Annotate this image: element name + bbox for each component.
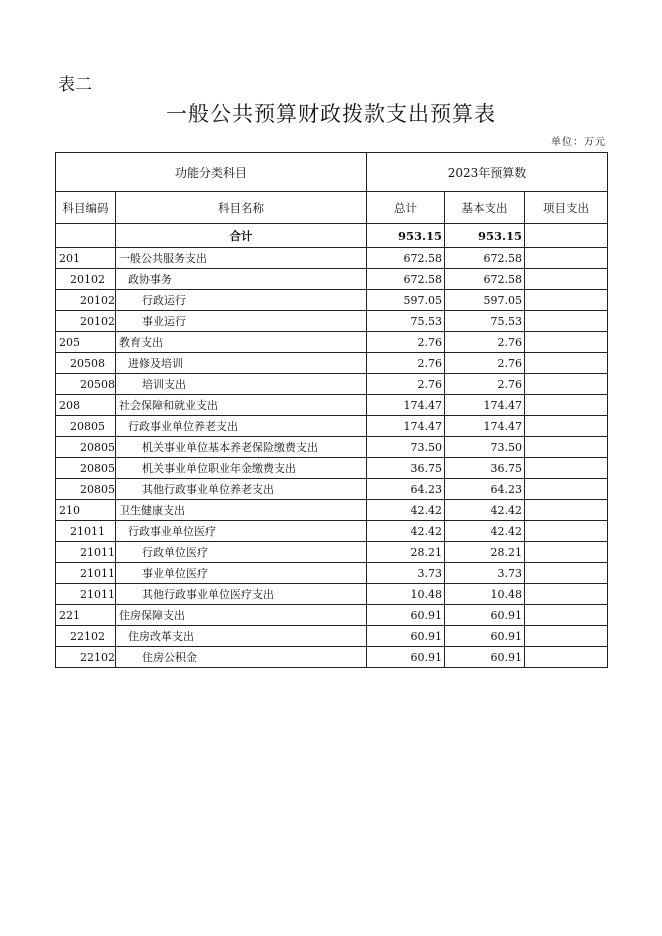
row-code: 20508	[56, 374, 116, 395]
row-total: 75.53	[367, 311, 445, 332]
row-total: 2.76	[367, 332, 445, 353]
table-row	[56, 395, 608, 416]
row-name: 其他行政事业单位医疗支出	[116, 584, 367, 605]
row-name: 行政运行	[116, 290, 367, 311]
table-row	[56, 437, 608, 458]
row-total: 36.75	[367, 458, 445, 479]
row-code: 210	[56, 500, 116, 521]
row-project	[525, 500, 608, 521]
table-row	[56, 584, 608, 605]
row-code: 20102	[56, 290, 116, 311]
table-row	[56, 353, 608, 374]
row-basic: 672.58	[445, 248, 525, 269]
row-project	[525, 626, 608, 647]
row-name: 其他行政事业单位养老支出	[116, 479, 367, 500]
row-total: 73.50	[367, 437, 445, 458]
row-project	[525, 269, 608, 290]
row-code: 20102	[56, 269, 116, 290]
row-project	[525, 479, 608, 500]
row-name: 政协事务	[116, 269, 367, 290]
row-project	[525, 395, 608, 416]
row-total: 10.48	[367, 584, 445, 605]
row-project	[525, 605, 608, 626]
row-name: 行政事业单位养老支出	[116, 416, 367, 437]
header-basic: 基本支出	[445, 192, 525, 224]
row-code: 21011	[56, 521, 116, 542]
table-row	[56, 626, 608, 647]
header-total: 总计	[367, 192, 445, 224]
row-basic: 75.53	[445, 311, 525, 332]
table-row	[56, 521, 608, 542]
row-code: 21011	[56, 584, 116, 605]
table-row	[56, 542, 608, 563]
row-project	[525, 290, 608, 311]
row-code: 22102	[56, 626, 116, 647]
row-name: 事业运行	[116, 311, 367, 332]
header-function-class: 功能分类科目	[56, 153, 367, 192]
row-project	[525, 311, 608, 332]
row-total: 174.47	[367, 395, 445, 416]
row-name: 一般公共服务支出	[116, 248, 367, 269]
row-name: 进修及培训	[116, 353, 367, 374]
row-basic: 36.75	[445, 458, 525, 479]
row-name: 卫生健康支出	[116, 500, 367, 521]
row-code: 20508	[56, 353, 116, 374]
row-code: 20805	[56, 458, 116, 479]
row-basic: 60.91	[445, 626, 525, 647]
row-basic: 174.47	[445, 416, 525, 437]
row-basic: 597.05	[445, 290, 525, 311]
row-project	[525, 332, 608, 353]
row-code: 21011	[56, 542, 116, 563]
row-code: 20805	[56, 416, 116, 437]
row-total: 60.91	[367, 605, 445, 626]
row-code: 20805	[56, 479, 116, 500]
row-project	[525, 647, 608, 668]
row-project	[525, 437, 608, 458]
row-total: 672.58	[367, 248, 445, 269]
row-basic: 10.48	[445, 584, 525, 605]
row-project	[525, 353, 608, 374]
total-label: 合计	[116, 224, 367, 248]
table-row	[56, 248, 608, 269]
header-code: 科目编码	[56, 192, 116, 224]
row-name: 住房保障支出	[116, 605, 367, 626]
row-name: 社会保障和就业支出	[116, 395, 367, 416]
row-basic: 60.91	[445, 605, 525, 626]
row-project	[525, 521, 608, 542]
table-row	[56, 647, 608, 668]
row-name: 行政事业单位医疗	[116, 521, 367, 542]
table-row	[56, 563, 608, 584]
row-total: 174.47	[367, 416, 445, 437]
row-basic: 672.58	[445, 269, 525, 290]
total-basic: 953.15	[445, 224, 525, 248]
row-code: 208	[56, 395, 116, 416]
row-code: 21011	[56, 563, 116, 584]
row-basic: 73.50	[445, 437, 525, 458]
header-project: 项目支出	[525, 192, 608, 224]
row-basic: 42.42	[445, 521, 525, 542]
row-basic: 60.91	[445, 647, 525, 668]
table-row	[56, 311, 608, 332]
header-name: 科目名称	[116, 192, 367, 224]
table-row	[56, 458, 608, 479]
row-code: 205	[56, 332, 116, 353]
row-code: 201	[56, 248, 116, 269]
row-basic: 64.23	[445, 479, 525, 500]
row-total: 672.58	[367, 269, 445, 290]
row-total: 2.76	[367, 374, 445, 395]
header-budget-year: 2023年预算数	[367, 153, 608, 192]
table-row	[56, 605, 608, 626]
budget-table	[55, 152, 608, 668]
table-row	[56, 269, 608, 290]
row-project	[525, 374, 608, 395]
row-total: 60.91	[367, 626, 445, 647]
row-project	[525, 416, 608, 437]
table-label: 表二	[58, 75, 92, 95]
row-basic: 42.42	[445, 500, 525, 521]
row-project	[525, 458, 608, 479]
row-basic: 2.76	[445, 332, 525, 353]
row-total: 3.73	[367, 563, 445, 584]
total-code-cell	[56, 224, 116, 248]
row-name: 住房改革支出	[116, 626, 367, 647]
table-row	[56, 479, 608, 500]
page-title: 一般公共预算财政拨款支出预算表	[166, 102, 496, 126]
header-row-1	[56, 153, 608, 192]
header-row-2	[56, 192, 608, 224]
row-basic: 3.73	[445, 563, 525, 584]
row-total: 2.76	[367, 353, 445, 374]
row-name: 教育支出	[116, 332, 367, 353]
row-total: 60.91	[367, 647, 445, 668]
row-code: 22102	[56, 647, 116, 668]
row-name: 住房公积金	[116, 647, 367, 668]
row-basic: 28.21	[445, 542, 525, 563]
total-project	[525, 224, 608, 248]
row-total: 42.42	[367, 500, 445, 521]
row-name: 行政单位医疗	[116, 542, 367, 563]
total-row	[56, 224, 608, 248]
table-row	[56, 374, 608, 395]
row-code: 20805	[56, 437, 116, 458]
row-total: 64.23	[367, 479, 445, 500]
row-basic: 2.76	[445, 374, 525, 395]
table-row	[56, 500, 608, 521]
row-project	[525, 584, 608, 605]
row-name: 培训支出	[116, 374, 367, 395]
row-name: 事业单位医疗	[116, 563, 367, 584]
row-basic: 2.76	[445, 353, 525, 374]
row-code: 221	[56, 605, 116, 626]
row-total: 42.42	[367, 521, 445, 542]
row-code: 20102	[56, 311, 116, 332]
row-name: 机关事业单位基本养老保险缴费支出	[116, 437, 367, 458]
total-total: 953.15	[367, 224, 445, 248]
unit-label: 单位：万元	[551, 137, 606, 148]
row-project	[525, 563, 608, 584]
row-name: 机关事业单位职业年金缴费支出	[116, 458, 367, 479]
row-total: 28.21	[367, 542, 445, 563]
table-row	[56, 332, 608, 353]
table-row	[56, 290, 608, 311]
row-project	[525, 542, 608, 563]
row-basic: 174.47	[445, 395, 525, 416]
row-total: 597.05	[367, 290, 445, 311]
row-project	[525, 248, 608, 269]
table-row	[56, 416, 608, 437]
